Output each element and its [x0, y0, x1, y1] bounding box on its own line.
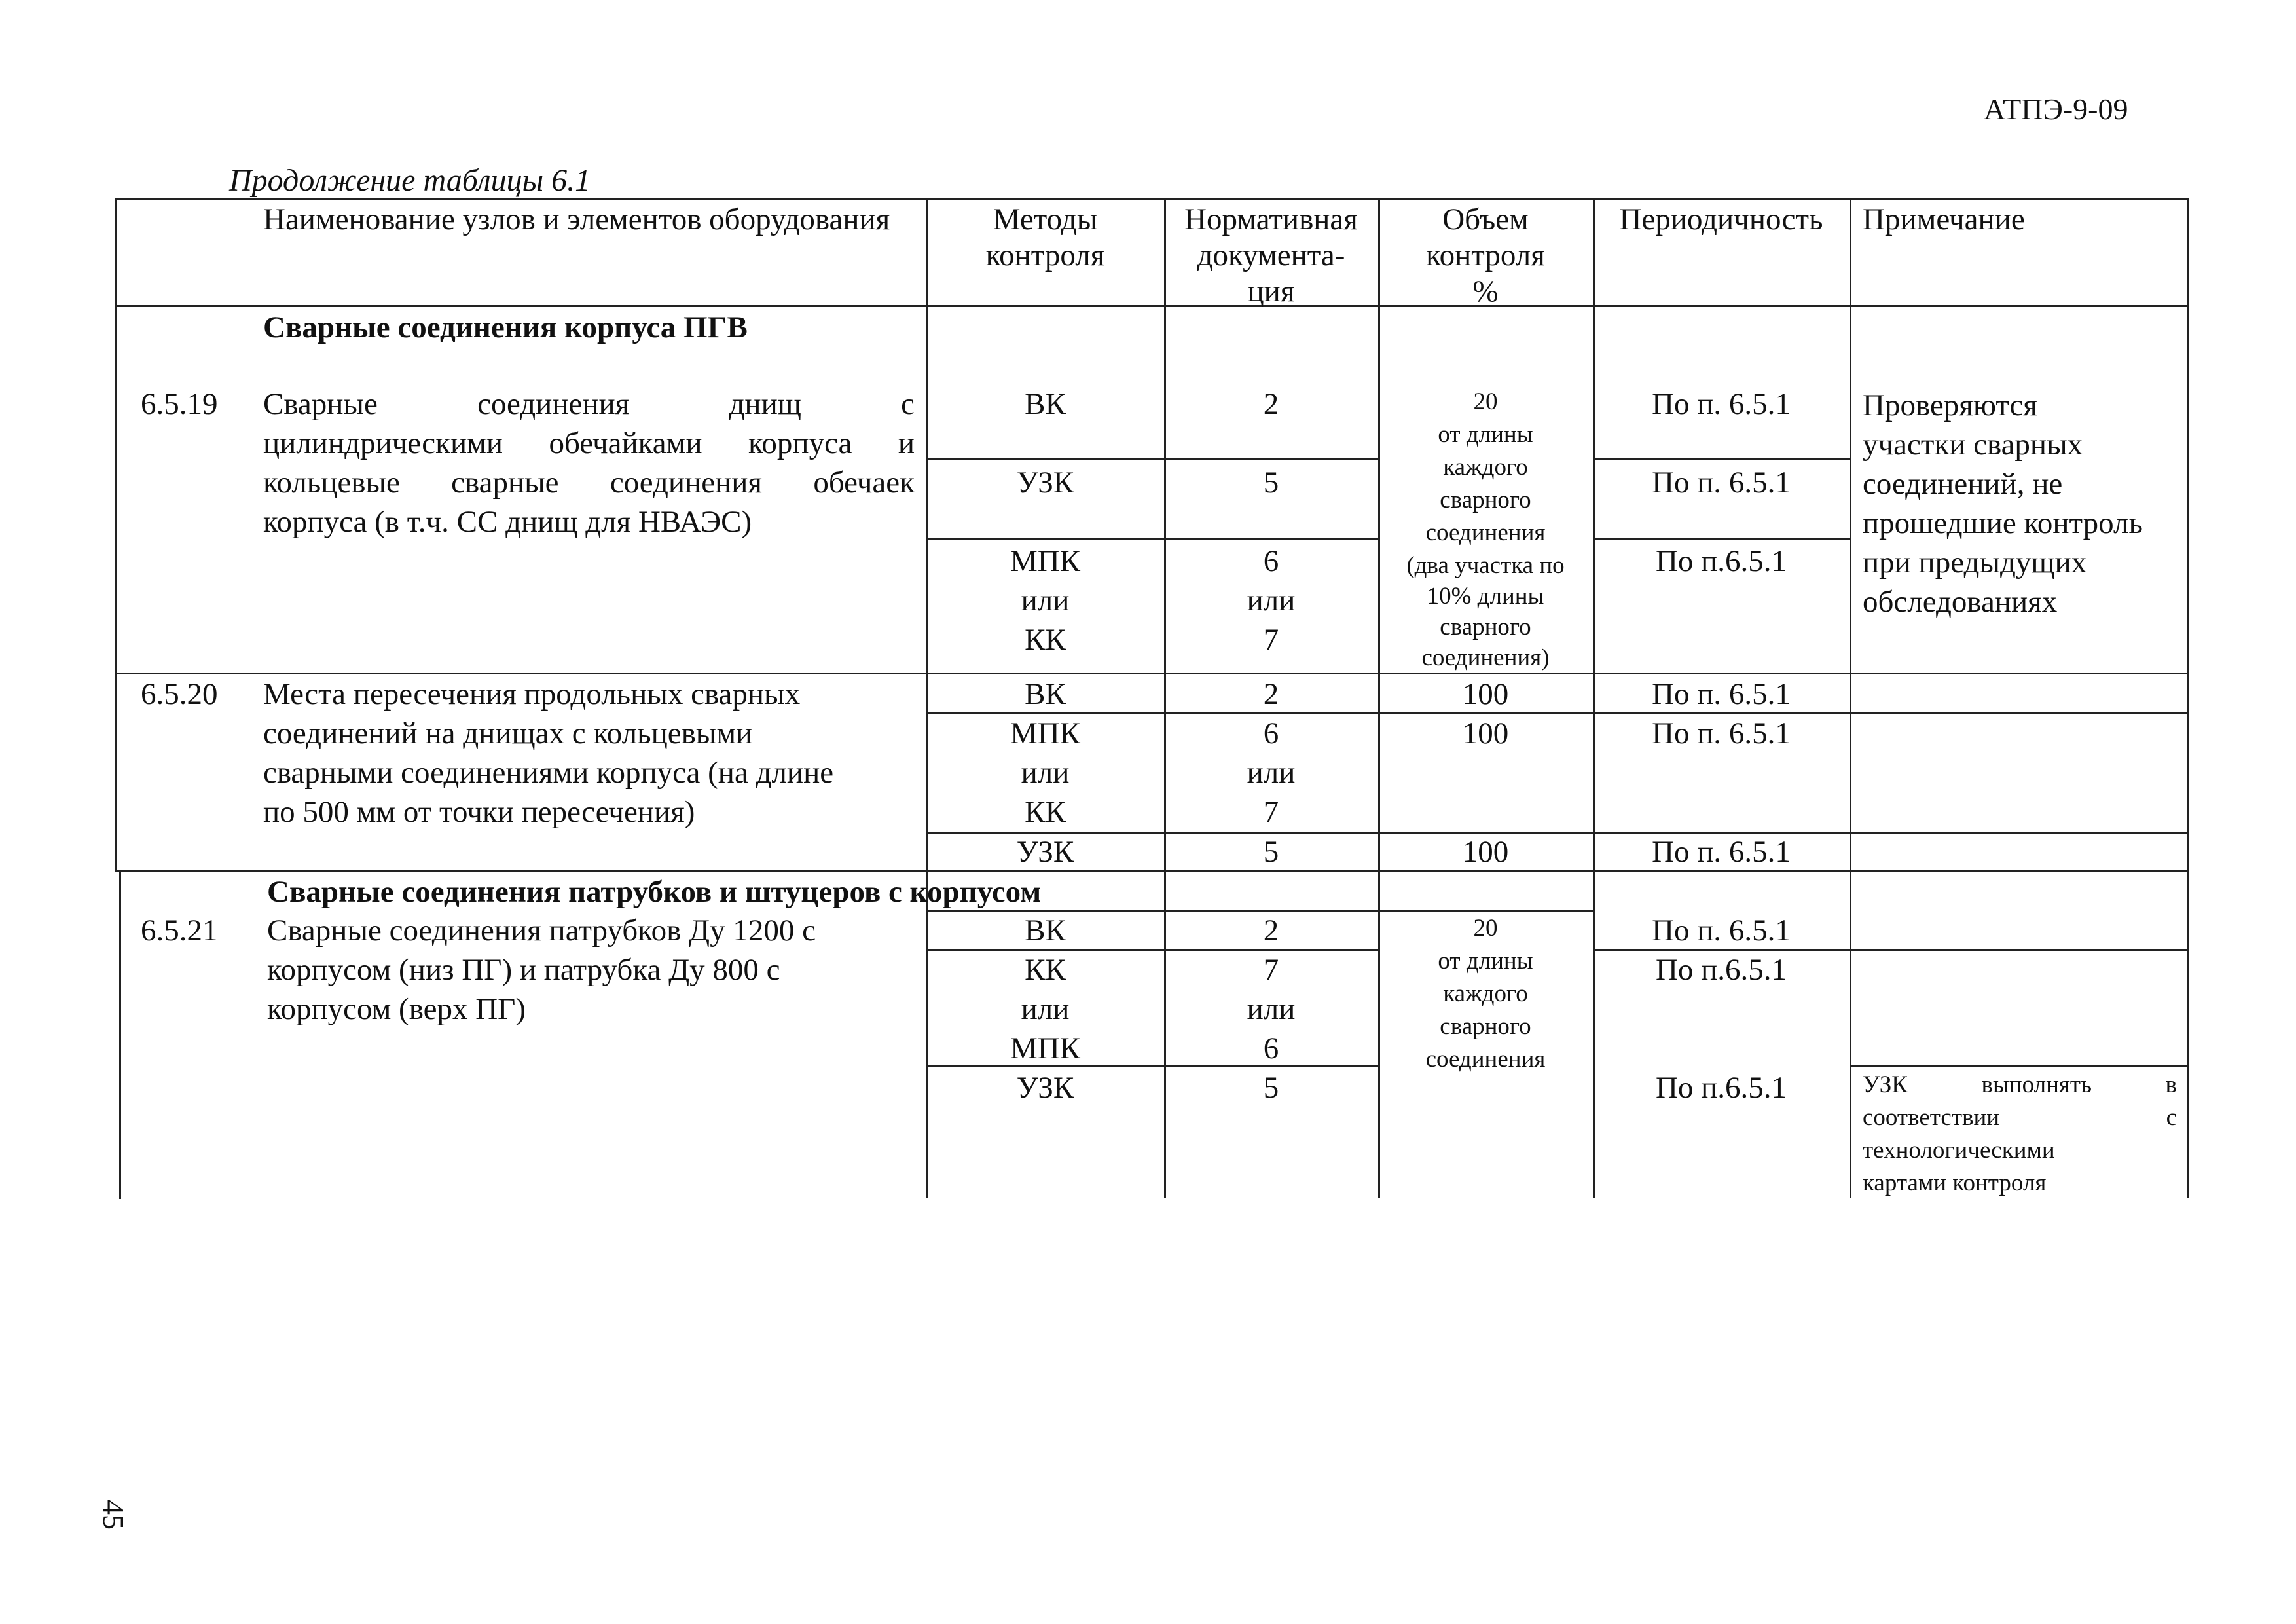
row-name-line: сварными соединениями корпуса (на длине	[263, 756, 834, 790]
rule-621-c2	[1850, 1065, 2189, 1067]
rule-619-b	[926, 538, 1378, 540]
period-value: По п.6.5.1	[1655, 1071, 1787, 1105]
note-line: соответствии с	[1863, 1104, 2177, 1131]
volume-line: каждого	[1443, 454, 1528, 481]
method-mpk: МПК	[1010, 544, 1081, 578]
row-name-line: корпуса (в т.ч. СС днищ для НВАЭС)	[263, 505, 752, 539]
header-volume-2: контроля	[1426, 238, 1545, 272]
volume-value: 100	[1462, 835, 1509, 869]
header-volume-1: Объем	[1442, 202, 1529, 236]
row-number: 6.5.20	[141, 677, 218, 711]
volume-value: 100	[1462, 716, 1509, 750]
row-name-line: Сварные соединения патрубков Ду 1200 с	[267, 913, 816, 948]
table-left-border	[115, 198, 117, 872]
row-number: 6.5.21	[141, 913, 218, 948]
volume-line: от длины	[1438, 948, 1533, 974]
row-name-line: соединений на днищах с кольцевыми	[263, 716, 753, 750]
header-period: Периодичность	[1619, 202, 1823, 236]
volume-line: 20	[1473, 388, 1498, 415]
method-uzk: УЗК	[1016, 466, 1074, 500]
note-line: участки сварных	[1863, 428, 2083, 462]
doc-ref: 6	[1263, 544, 1279, 578]
volume-line: 20	[1473, 915, 1498, 942]
volume-line: от длины	[1438, 421, 1533, 448]
note-line: картами контроля	[1863, 1170, 2047, 1196]
doc-ref: 2	[1263, 913, 1279, 948]
doc-ref: 2	[1263, 677, 1279, 711]
doc-ref: 7	[1263, 953, 1279, 987]
row-name-line: Сварные соединения днищ с	[263, 387, 915, 421]
period-value: По п. 6.5.1	[1652, 835, 1791, 869]
doc-ref: 5	[1263, 466, 1279, 500]
volume-line: соединения)	[1421, 644, 1550, 671]
method-or: или	[1021, 992, 1070, 1026]
doc-ref: 7	[1263, 795, 1279, 829]
col-sep-note	[1850, 198, 1851, 1198]
note-line: УЗК выполнять в	[1863, 1071, 2177, 1098]
volume-line: сварного	[1440, 1013, 1531, 1040]
note-line: соединений, не	[1863, 467, 2063, 501]
method-kk: КК	[1025, 953, 1066, 987]
note-line: обследованиях	[1863, 585, 2058, 619]
row-name-line: кольцевые сварные соединения обечаек	[263, 466, 915, 500]
note-line: Проверяются	[1863, 388, 2037, 422]
period-value: По п. 6.5.1	[1652, 677, 1791, 711]
header-methods-2: контроля	[985, 238, 1105, 272]
doc-or: или	[1247, 992, 1296, 1026]
row-name-line: цилиндрическими обечайками корпуса и	[263, 426, 915, 460]
method-kk: КК	[1025, 623, 1066, 657]
header-doc-2: документа-	[1197, 238, 1345, 272]
volume-line: сварного	[1440, 487, 1531, 513]
table-right-border	[2187, 198, 2189, 1198]
header-name: Наименование узлов и элементов оборудования	[263, 202, 890, 236]
document-code: АТПЭ-9-09	[1984, 92, 2128, 126]
note-line: при предыдущих	[1863, 545, 2087, 580]
header-bottom-border	[115, 305, 2189, 307]
period-value: По п. 6.5.1	[1652, 913, 1791, 948]
method-kk: КК	[1025, 795, 1066, 829]
volume-line: соединения	[1425, 519, 1546, 546]
page-number: 45	[97, 1500, 130, 1530]
period-value: По п.6.5.1	[1655, 544, 1787, 578]
volume-value: 100	[1462, 677, 1509, 711]
method-vk: ВК	[1025, 677, 1066, 711]
volume-line: каждого	[1443, 980, 1528, 1007]
method-uzk: УЗК	[1016, 835, 1074, 869]
section-title: Сварные соединения патрубков и штуцеров с корпусом	[267, 875, 1042, 909]
header-volume-3: %	[1472, 274, 1499, 308]
section-title: Сварные соединения корпуса ПГВ	[263, 310, 748, 344]
doc-ref: 5	[1263, 1071, 1279, 1105]
doc-ref: 6	[1263, 1031, 1279, 1065]
method-or: или	[1021, 583, 1070, 618]
method-mpk: МПК	[1010, 1031, 1081, 1065]
period-value: По п. 6.5.1	[1652, 466, 1791, 500]
note-line: прошедшие контроль	[1863, 506, 2143, 540]
volume-line: 10% длины	[1427, 583, 1544, 610]
note-line: технологическими	[1863, 1137, 2055, 1164]
row-name-line: Места пересечения продольных сварных	[263, 677, 801, 711]
row-number: 6.5.19	[141, 387, 218, 421]
doc-ref: 2	[1263, 387, 1279, 421]
method-vk: ВК	[1025, 387, 1066, 421]
table-left-border-lower	[119, 872, 121, 1199]
header-note: Примечание	[1863, 202, 2025, 236]
volume-line: соединения	[1425, 1046, 1546, 1073]
table-caption: Продолжение таблицы 6.1	[229, 163, 591, 198]
volume-line: (два участка по	[1406, 552, 1565, 579]
method-or: или	[1021, 756, 1070, 790]
doc-ref: 5	[1263, 835, 1279, 869]
method-vk: ВК	[1025, 913, 1066, 948]
header-methods-1: Методы	[993, 202, 1098, 236]
rule-619-b2	[1593, 538, 1850, 540]
row-name-line: корпусом (верх ПГ)	[267, 992, 526, 1026]
rule-619-a2	[1593, 458, 1850, 460]
doc-ref: 7	[1263, 623, 1279, 657]
doc-ref: 6	[1263, 716, 1279, 750]
header-doc-1: Нормативная	[1184, 202, 1358, 236]
volume-line: сварного	[1440, 614, 1531, 640]
rule-619-a	[926, 458, 1378, 460]
period-value: По п. 6.5.1	[1652, 716, 1791, 750]
header-doc-3: ция	[1247, 274, 1295, 308]
method-uzk: УЗК	[1016, 1071, 1074, 1105]
doc-or: или	[1247, 756, 1296, 790]
row-name-line: корпусом (низ ПГ) и патрубка Ду 800 с	[267, 953, 780, 987]
method-mpk: МПК	[1010, 716, 1081, 750]
row-name-line: по 500 мм от точки пересечения)	[263, 795, 695, 829]
period-value: По п.6.5.1	[1655, 953, 1787, 987]
period-value: По п. 6.5.1	[1652, 387, 1791, 421]
doc-or: или	[1247, 583, 1296, 618]
